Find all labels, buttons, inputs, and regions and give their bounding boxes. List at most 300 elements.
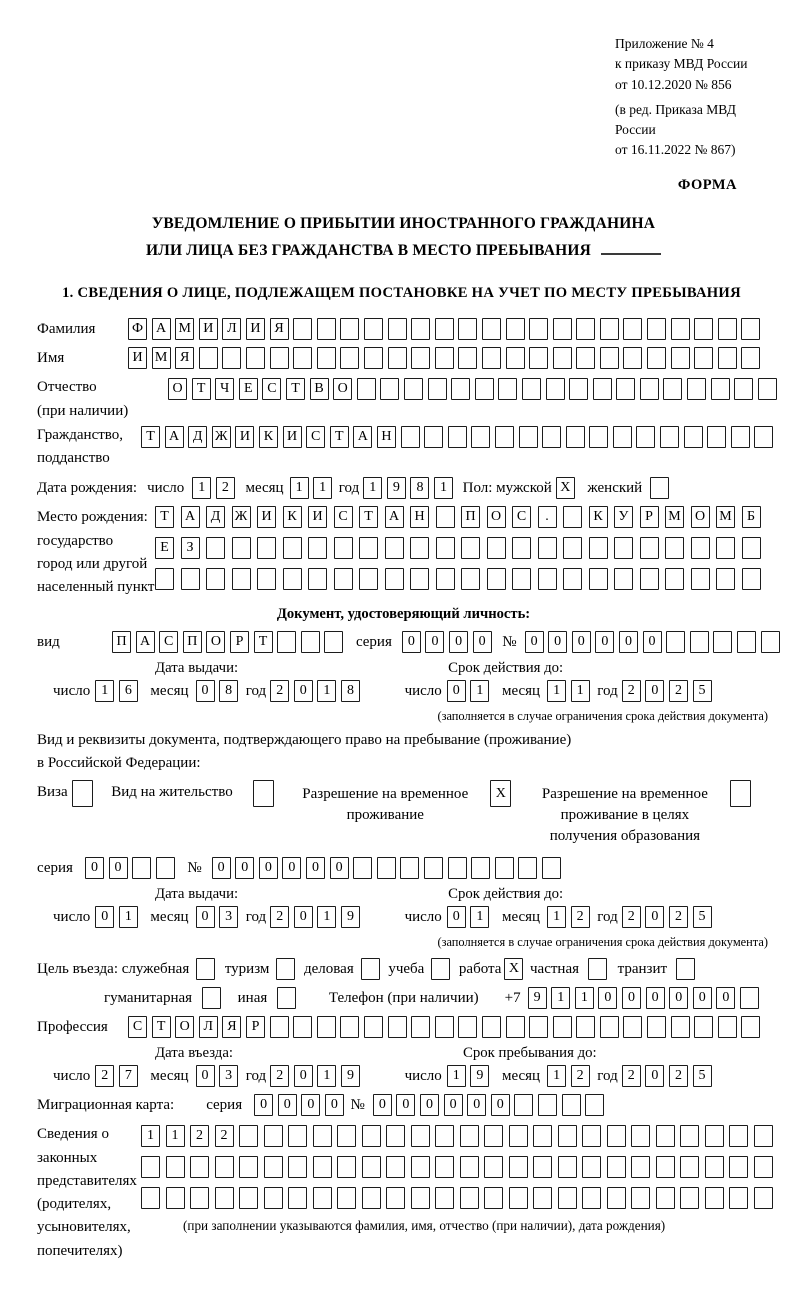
char-box[interactable]: 0 [259,857,278,879]
char-box[interactable]: Д [206,506,225,528]
char-box[interactable] [313,1187,332,1209]
char-box[interactable] [471,426,490,448]
char-box[interactable] [506,318,525,340]
char-box[interactable]: 9 [387,477,406,499]
char-box[interactable] [542,426,561,448]
char-box[interactable] [558,1187,577,1209]
char-box[interactable]: 0 [306,857,325,879]
char-box[interactable] [631,1156,650,1178]
char-box[interactable]: 1 [166,1125,185,1147]
char-box[interactable]: 0 [420,1094,439,1116]
char-box[interactable] [600,347,619,369]
char-box[interactable] [308,537,327,559]
char-box[interactable] [190,1187,209,1209]
char-box[interactable] [607,1156,626,1178]
char-box[interactable]: О [168,378,187,400]
char-box[interactable] [141,1187,160,1209]
char-box[interactable]: 0 [595,631,614,653]
char-box[interactable] [484,1187,503,1209]
char-box[interactable] [742,568,761,590]
char-box[interactable] [461,568,480,590]
char-box[interactable] [401,426,420,448]
char-box[interactable] [576,318,595,340]
char-box[interactable] [196,958,215,980]
char-box[interactable] [428,378,447,400]
char-box[interactable] [522,378,541,400]
char-box[interactable]: О [691,506,710,528]
char-box[interactable] [614,537,633,559]
char-box[interactable] [460,1187,479,1209]
char-box[interactable] [435,1156,454,1178]
char-box[interactable] [359,568,378,590]
char-box[interactable] [631,1125,650,1147]
char-box[interactable]: С [334,506,353,528]
char-box[interactable] [558,1156,577,1178]
char-box[interactable] [388,1016,407,1038]
char-box[interactable] [232,568,251,590]
char-box[interactable] [270,347,289,369]
char-box[interactable] [386,1125,405,1147]
char-box[interactable]: 2 [622,906,641,928]
char-box[interactable] [676,958,695,980]
char-box[interactable]: 2 [95,1065,114,1087]
char-box[interactable]: Т [141,426,160,448]
char-box[interactable] [553,347,572,369]
char-box[interactable] [716,537,735,559]
char-box[interactable]: 0 [196,906,215,928]
char-box[interactable] [431,958,450,980]
char-box[interactable] [623,347,642,369]
char-box[interactable]: С [306,426,325,448]
char-box[interactable] [487,537,506,559]
char-box[interactable] [353,857,372,879]
char-box[interactable] [671,1016,690,1038]
char-box[interactable] [613,426,632,448]
char-box[interactable] [640,568,659,590]
char-box[interactable] [509,1125,528,1147]
char-box[interactable] [337,1125,356,1147]
char-box[interactable] [614,568,633,590]
char-box[interactable] [680,1156,699,1178]
char-box[interactable] [460,1156,479,1178]
char-box[interactable] [359,537,378,559]
char-box[interactable]: Т [330,426,349,448]
char-box[interactable]: П [183,631,202,653]
char-box[interactable]: 7 [119,1065,138,1087]
char-box[interactable]: И [257,506,276,528]
char-box[interactable]: В [310,378,329,400]
char-box[interactable]: О [333,378,352,400]
char-box[interactable]: 5 [693,906,712,928]
char-box[interactable]: 2 [571,1065,590,1087]
char-box[interactable]: 0 [619,631,638,653]
char-box[interactable] [589,537,608,559]
char-box[interactable] [631,1187,650,1209]
char-box[interactable] [404,378,423,400]
char-box[interactable] [435,1125,454,1147]
char-box[interactable] [313,1125,332,1147]
char-box[interactable]: У [614,506,633,528]
char-box[interactable]: 0 [525,631,544,653]
char-box[interactable] [553,1016,572,1038]
char-box[interactable] [411,1016,430,1038]
char-box[interactable] [730,780,751,807]
char-box[interactable]: 1 [434,477,453,499]
char-box[interactable] [563,537,582,559]
char-box[interactable] [680,1187,699,1209]
char-box[interactable] [410,568,429,590]
char-box[interactable]: А [353,426,372,448]
char-box[interactable] [364,347,383,369]
char-box[interactable]: 1 [470,906,489,928]
char-box[interactable]: 0 [396,1094,415,1116]
char-box[interactable]: Т [359,506,378,528]
char-box[interactable] [665,568,684,590]
char-box[interactable]: Н [410,506,429,528]
char-box[interactable]: Б [742,506,761,528]
char-box[interactable] [498,378,517,400]
char-box[interactable] [533,1125,552,1147]
char-box[interactable] [166,1187,185,1209]
char-box[interactable]: Р [640,506,659,528]
char-box[interactable]: Ж [232,506,251,528]
char-box[interactable] [529,318,548,340]
char-box[interactable] [705,1187,724,1209]
char-box[interactable] [458,318,477,340]
char-box[interactable] [563,506,582,528]
char-box[interactable]: X [556,477,575,499]
char-box[interactable]: М [665,506,684,528]
char-box[interactable]: И [199,318,218,340]
char-box[interactable] [264,1187,283,1209]
char-box[interactable] [141,1156,160,1178]
char-box[interactable]: 1 [575,987,594,1009]
char-box[interactable] [448,857,467,879]
char-box[interactable] [588,958,607,980]
char-box[interactable]: 3 [219,1065,238,1087]
char-box[interactable]: П [461,506,480,528]
char-box[interactable]: 0 [85,857,104,879]
char-box[interactable] [542,857,561,879]
char-box[interactable] [362,1187,381,1209]
char-box[interactable]: 0 [449,631,468,653]
char-box[interactable] [411,1125,430,1147]
char-box[interactable] [538,537,557,559]
char-box[interactable] [337,1187,356,1209]
char-box[interactable] [576,347,595,369]
char-box[interactable]: . [538,506,557,528]
char-box[interactable]: 0 [109,857,128,879]
char-box[interactable] [665,537,684,559]
char-box[interactable]: А [385,506,404,528]
char-box[interactable]: 2 [571,906,590,928]
char-box[interactable] [155,568,174,590]
char-box[interactable]: З [181,537,200,559]
char-box[interactable] [313,1156,332,1178]
char-box[interactable] [386,1156,405,1178]
char-box[interactable] [283,537,302,559]
char-box[interactable]: 2 [622,1065,641,1087]
char-box[interactable]: 1 [447,1065,466,1087]
char-box[interactable]: И [308,506,327,528]
char-box[interactable] [246,347,265,369]
char-box[interactable]: К [589,506,608,528]
char-box[interactable] [132,857,151,879]
char-box[interactable]: 2 [669,680,688,702]
char-box[interactable] [232,537,251,559]
char-box[interactable]: 8 [341,680,360,702]
char-box[interactable]: 0 [301,1094,320,1116]
char-box[interactable] [364,318,383,340]
char-box[interactable]: И [246,318,265,340]
char-box[interactable] [270,1016,289,1038]
char-box[interactable] [589,426,608,448]
char-box[interactable] [691,537,710,559]
char-box[interactable]: 1 [317,1065,336,1087]
char-box[interactable] [636,426,655,448]
char-box[interactable] [239,1187,258,1209]
char-box[interactable] [411,318,430,340]
char-box[interactable]: 5 [693,1065,712,1087]
char-box[interactable] [181,568,200,590]
char-box[interactable]: 1 [470,680,489,702]
char-box[interactable] [647,347,666,369]
char-box[interactable] [718,347,737,369]
char-box[interactable] [451,378,470,400]
char-box[interactable] [276,958,295,980]
char-box[interactable]: X [504,958,523,980]
char-box[interactable] [506,347,525,369]
char-box[interactable] [253,780,274,807]
char-box[interactable] [257,537,276,559]
char-box[interactable]: 0 [598,987,617,1009]
char-box[interactable] [593,378,612,400]
char-box[interactable]: Д [188,426,207,448]
char-box[interactable] [607,1125,626,1147]
char-box[interactable] [509,1187,528,1209]
char-box[interactable] [563,568,582,590]
char-box[interactable]: 0 [294,1065,313,1087]
char-box[interactable] [514,1094,533,1116]
char-box[interactable]: 0 [645,906,664,928]
char-box[interactable] [569,378,588,400]
char-box[interactable] [215,1156,234,1178]
char-box[interactable]: 0 [645,1065,664,1087]
char-box[interactable] [694,318,713,340]
char-box[interactable]: 0 [444,1094,463,1116]
char-box[interactable]: 0 [447,906,466,928]
char-box[interactable]: 0 [467,1094,486,1116]
char-box[interactable]: 1 [547,680,566,702]
char-box[interactable]: 0 [325,1094,344,1116]
char-box[interactable] [660,426,679,448]
char-box[interactable] [482,1016,501,1038]
char-box[interactable] [687,378,706,400]
char-box[interactable]: Л [222,318,241,340]
char-box[interactable] [357,378,376,400]
char-box[interactable] [386,1187,405,1209]
char-box[interactable] [656,1125,675,1147]
char-box[interactable] [458,1016,477,1038]
char-box[interactable] [558,1125,577,1147]
char-box[interactable]: 3 [219,906,238,928]
char-box[interactable]: 0 [716,987,735,1009]
char-box[interactable]: К [283,506,302,528]
char-box[interactable]: 8 [410,477,429,499]
char-box[interactable]: 2 [190,1125,209,1147]
char-box[interactable]: М [716,506,735,528]
char-box[interactable] [166,1156,185,1178]
char-box[interactable]: 1 [547,1065,566,1087]
char-box[interactable]: М [175,318,194,340]
char-box[interactable]: Е [239,378,258,400]
char-box[interactable]: X [490,780,511,807]
char-box[interactable]: 1 [551,987,570,1009]
char-box[interactable] [283,568,302,590]
char-box[interactable] [740,987,759,1009]
char-box[interactable] [718,318,737,340]
char-box[interactable]: 0 [282,857,301,879]
char-box[interactable]: Я [175,347,194,369]
char-box[interactable]: 1 [290,477,309,499]
char-box[interactable] [264,1156,283,1178]
char-box[interactable]: И [235,426,254,448]
char-box[interactable] [257,568,276,590]
char-box[interactable]: 9 [528,987,547,1009]
char-box[interactable] [340,318,359,340]
char-box[interactable] [509,1156,528,1178]
char-box[interactable] [239,1125,258,1147]
char-box[interactable]: К [259,426,278,448]
char-box[interactable] [239,1156,258,1178]
char-box[interactable]: 1 [317,906,336,928]
char-box[interactable] [206,537,225,559]
char-box[interactable]: С [159,631,178,653]
char-box[interactable] [566,426,585,448]
char-box[interactable] [713,631,732,653]
char-box[interactable]: С [262,378,281,400]
char-box[interactable] [277,631,296,653]
char-box[interactable]: 0 [473,631,492,653]
char-box[interactable] [72,780,93,807]
char-box[interactable] [411,1156,430,1178]
char-box[interactable]: И [283,426,302,448]
char-box[interactable]: 9 [341,1065,360,1087]
char-box[interactable]: 5 [693,680,712,702]
char-box[interactable]: 0 [693,987,712,1009]
char-box[interactable] [741,1016,760,1038]
char-box[interactable] [448,426,467,448]
char-box[interactable]: Т [286,378,305,400]
char-box[interactable] [600,318,619,340]
char-box[interactable] [337,1156,356,1178]
char-box[interactable] [288,1187,307,1209]
char-box[interactable] [484,1156,503,1178]
char-box[interactable] [656,1156,675,1178]
char-box[interactable] [607,1187,626,1209]
char-box[interactable] [582,1156,601,1178]
char-box[interactable]: Т [155,506,174,528]
char-box[interactable]: 0 [669,987,688,1009]
char-box[interactable] [301,631,320,653]
char-box[interactable]: 0 [645,680,664,702]
char-box[interactable]: 9 [341,906,360,928]
char-box[interactable] [553,318,572,340]
char-box[interactable] [293,1016,312,1038]
char-box[interactable] [758,378,777,400]
char-box[interactable]: 0 [294,680,313,702]
char-box[interactable] [487,568,506,590]
char-box[interactable]: 0 [425,631,444,653]
char-box[interactable] [362,1125,381,1147]
char-box[interactable] [582,1125,601,1147]
char-box[interactable] [410,537,429,559]
char-box[interactable] [317,1016,336,1038]
char-box[interactable] [640,537,659,559]
char-box[interactable] [616,378,635,400]
char-box[interactable] [277,987,296,1009]
char-box[interactable] [199,347,218,369]
char-box[interactable] [334,537,353,559]
char-box[interactable]: 0 [278,1094,297,1116]
char-box[interactable] [471,857,490,879]
char-box[interactable]: Ф [128,318,147,340]
char-box[interactable] [647,318,666,340]
char-box[interactable]: 0 [373,1094,392,1116]
char-box[interactable] [340,347,359,369]
char-box[interactable]: 0 [294,906,313,928]
char-box[interactable]: 0 [330,857,349,879]
char-box[interactable] [691,568,710,590]
char-box[interactable] [484,1125,503,1147]
char-box[interactable]: И [128,347,147,369]
char-box[interactable] [729,1187,748,1209]
char-box[interactable]: А [136,631,155,653]
char-box[interactable] [562,1094,581,1116]
char-box[interactable]: 2 [270,1065,289,1087]
char-box[interactable]: О [487,506,506,528]
char-box[interactable] [512,568,531,590]
char-box[interactable]: Я [222,1016,241,1038]
char-box[interactable] [754,1125,773,1147]
char-box[interactable]: 1 [192,477,211,499]
char-box[interactable]: 1 [95,680,114,702]
char-box[interactable] [400,857,419,879]
char-box[interactable] [317,347,336,369]
char-box[interactable] [705,1125,724,1147]
char-box[interactable]: 1 [313,477,332,499]
char-box[interactable] [663,378,682,400]
char-box[interactable] [317,318,336,340]
char-box[interactable]: 1 [571,680,590,702]
char-box[interactable]: 0 [643,631,662,653]
char-box[interactable]: 0 [447,680,466,702]
char-box[interactable] [623,318,642,340]
char-box[interactable] [716,568,735,590]
char-box[interactable] [362,1156,381,1178]
char-box[interactable] [694,347,713,369]
char-box[interactable]: 1 [317,680,336,702]
char-box[interactable] [424,857,443,879]
char-box[interactable] [156,857,175,879]
char-box[interactable] [533,1187,552,1209]
char-box[interactable] [460,1125,479,1147]
char-box[interactable]: 2 [215,1125,234,1147]
char-box[interactable]: С [512,506,531,528]
char-box[interactable]: 2 [270,680,289,702]
char-box[interactable] [506,1016,525,1038]
char-box[interactable] [718,1016,737,1038]
